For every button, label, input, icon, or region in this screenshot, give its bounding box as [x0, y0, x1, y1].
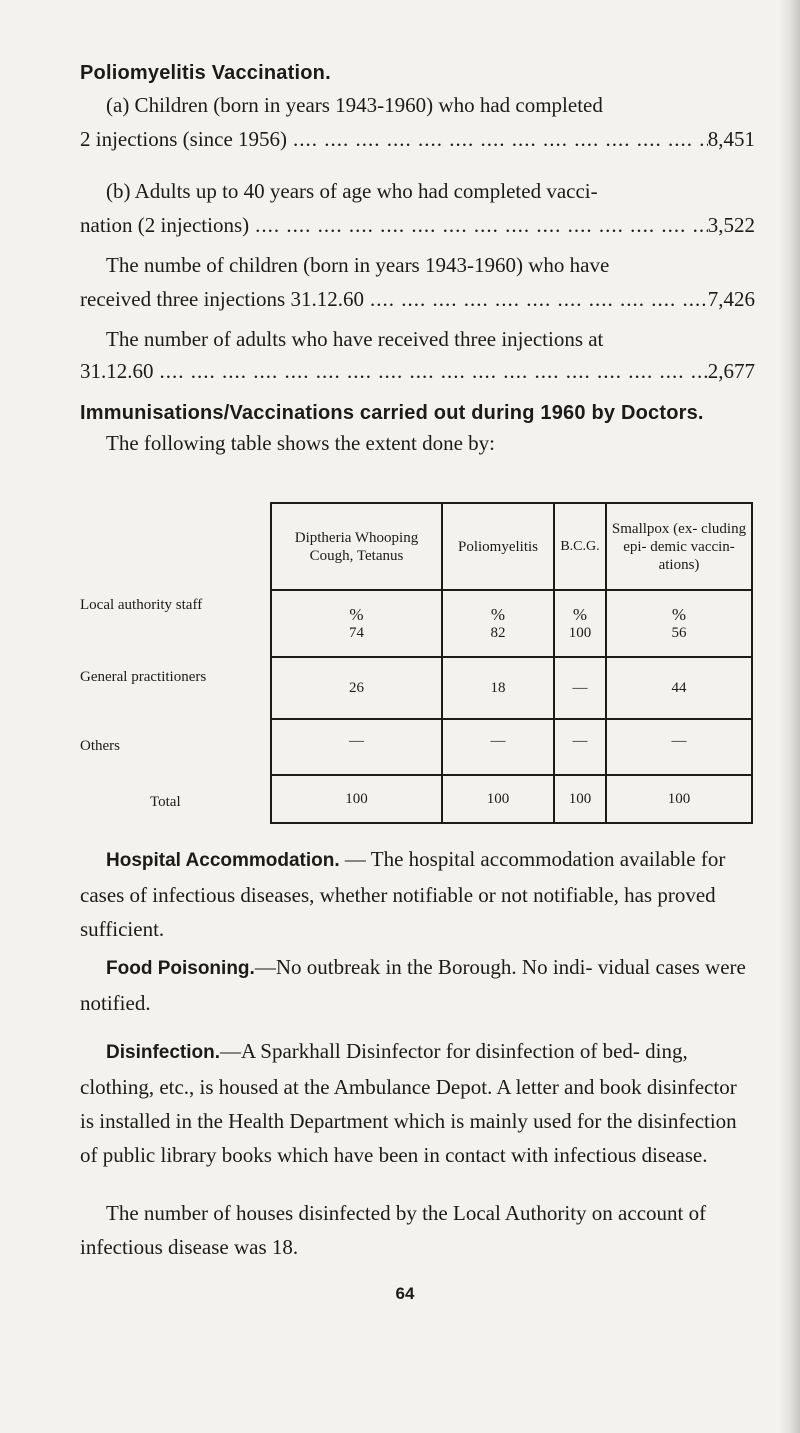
polio-heading: Poliomyelitis Vaccination. — [80, 62, 331, 84]
dot-leader — [154, 354, 708, 388]
row-label-others: Others — [80, 738, 120, 754]
disinfection-count-paragraph: The number of houses disinfected by the Local Authority on account of infectious disease was 18. — [80, 1201, 707, 1259]
cell-value: 56 — [671, 624, 687, 641]
polio-children-three-line2 — [80, 282, 755, 316]
col-header-bcg: B.C.G. — [560, 538, 600, 554]
polio-adults-three-line2 — [80, 354, 755, 388]
col-header-poliomyelitis: Poliomyelitis — [457, 538, 538, 555]
percent-unit: % — [349, 604, 364, 624]
disinfection-paragraph — [80, 1034, 755, 1172]
table-cell — [443, 591, 553, 656]
table-cell: 100 — [667, 791, 691, 807]
table-cell — [607, 591, 751, 656]
table-cell: 44 — [671, 680, 687, 696]
table-cell: — — [572, 680, 588, 696]
percent-unit: % — [671, 604, 687, 624]
table-cell: 26 — [349, 680, 364, 696]
dot-leader — [249, 208, 708, 242]
cell-value: 74 — [349, 624, 364, 641]
dot-leader — [364, 282, 708, 316]
immunisations-table — [270, 502, 753, 824]
table-cell — [555, 591, 605, 656]
table-cell: — — [572, 733, 588, 749]
dot-leader — [287, 122, 708, 156]
polio-item-a-line2 — [80, 122, 755, 156]
polio-children-three-line1: The numbe of children (born in years 1943-1960) who have — [106, 253, 610, 277]
immunisations-heading: Immunisations/Vaccinations carried out during 1960 by Doctors. — [80, 402, 704, 424]
polio-item-b-line2 — [80, 208, 755, 242]
hospital-text: — The hospital accommodation available for cases of infectious diseases, whether notifiable or not notifiable, has proved sufficient. — [80, 847, 726, 941]
disinfection-text: —A Sparkhall Disinfector for disinfection of bed- ding, clothing, etc., is housed at the Ambulance Depot. A letter and book disinfector is installed in the Health Department which is mainly used for the disinfection of public library books which have been in contact with infectious disease. — [80, 1039, 737, 1167]
table-cell: 100 — [486, 791, 510, 807]
food-text: —No outbreak in the Borough. No indi- vidual cases were notified. — [80, 955, 746, 1015]
polio-adults-three-line1: The number of adults who have received three injections at — [106, 327, 604, 351]
row-label-local-authority: Local authority staff — [80, 597, 203, 613]
table-cell: — — [671, 733, 687, 749]
table-cell: 18 — [490, 680, 506, 696]
table-rule — [270, 822, 753, 824]
hospital-heading: Hospital Accommodation. — [106, 850, 340, 871]
polio-item-b-line1: (b) Adults up to 40 years of age who had completed vacci- — [106, 179, 598, 203]
disinfection-heading: Disinfection. — [106, 1042, 221, 1063]
polio-children-three-value: 7,426 — [707, 287, 755, 311]
polio-item-a-value: 8,451 — [707, 127, 755, 151]
table-cell: 100 — [345, 791, 368, 807]
table-cell — [272, 591, 441, 656]
percent-unit: % — [490, 604, 506, 624]
polio-item-b-label: nation (2 injections) — [80, 213, 250, 237]
table-cell: 100 — [568, 791, 592, 807]
cell-value: 100 — [568, 624, 592, 641]
row-label-total: Total — [150, 794, 181, 810]
col-header-smallpox: Smallpox (ex- cluding epi- demic vaccin- ations) — [611, 520, 747, 573]
table-cell: — — [349, 733, 364, 749]
polio-item-a-label: 2 injections (since 1956) — [80, 127, 288, 151]
row-label-general-practitioners: General practitioners — [80, 669, 207, 685]
hospital-paragraph — [80, 842, 755, 946]
polio-adults-three-label: 31.12.60 — [80, 359, 154, 383]
page-edge-shadow — [778, 0, 800, 1433]
polio-item-a-line1: (a) Children (born in years 1943-1960) who had completed — [106, 93, 603, 117]
food-heading: Food Poisoning. — [106, 958, 255, 979]
polio-adults-three-value: 2,677 — [707, 359, 755, 383]
percent-unit: % — [572, 604, 588, 624]
immunisations-intro: The following table shows the extent done by: — [106, 431, 496, 455]
page-number: 64 — [395, 1284, 415, 1303]
food-paragraph — [80, 950, 755, 1020]
table-cell: — — [490, 733, 506, 749]
polio-item-b-value: 3,522 — [707, 213, 755, 237]
cell-value: 82 — [490, 624, 506, 641]
polio-children-three-label: received three injections 31.12.60 — [80, 287, 364, 311]
col-header-diptheria: Diptheria Whooping Cough, Tetanus — [294, 529, 419, 564]
